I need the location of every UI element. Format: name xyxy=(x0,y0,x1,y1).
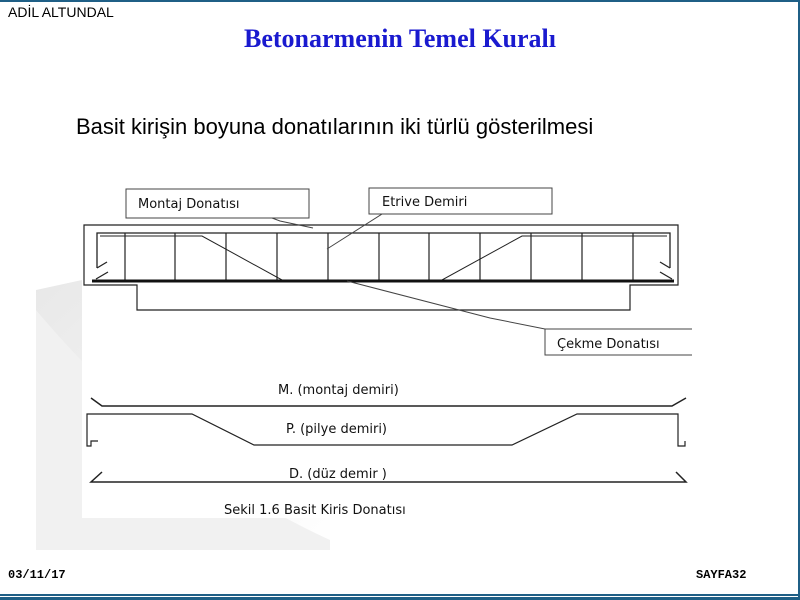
callout-montaj-text: Montaj Donatısı xyxy=(138,197,240,212)
callout-montaj xyxy=(126,189,313,228)
top-border xyxy=(0,0,800,2)
slide-subtitle: Basit kirişin boyuna donatılarının iki türlü gösterilmesi xyxy=(76,114,594,139)
beam-reinforcement-diagram xyxy=(82,180,692,518)
bottom-border xyxy=(0,594,800,596)
page-title: Betonarmenin Temel Kuralı xyxy=(244,24,556,53)
slide-date: 03/11/17 xyxy=(8,568,66,582)
callout-etrive xyxy=(327,188,552,249)
hooks xyxy=(96,262,672,279)
montaj-demiri-label: M. (montaj demiri) xyxy=(278,383,399,398)
duz-demir-bar xyxy=(91,472,686,482)
page-number: SAYFA32 xyxy=(696,568,747,582)
pilye-demiri-label: P. (pilye demiri) xyxy=(286,422,388,437)
figure-caption: Sekil 1.6 Basit Kiris Donatısı xyxy=(224,503,406,518)
stirrups xyxy=(125,233,633,280)
beam-outline xyxy=(84,225,678,310)
duz-demir-label: D. (düz demir ) xyxy=(289,467,387,482)
author-label: ADİL ALTUNDAL xyxy=(8,4,114,20)
callout-etrive-text: Etrive Demiri xyxy=(382,195,468,210)
top-bar xyxy=(97,233,670,268)
callout-cekme-text: Çekme Donatısı xyxy=(557,337,660,352)
callout-cekme xyxy=(347,281,692,355)
montaj-demiri-bar xyxy=(91,398,686,406)
